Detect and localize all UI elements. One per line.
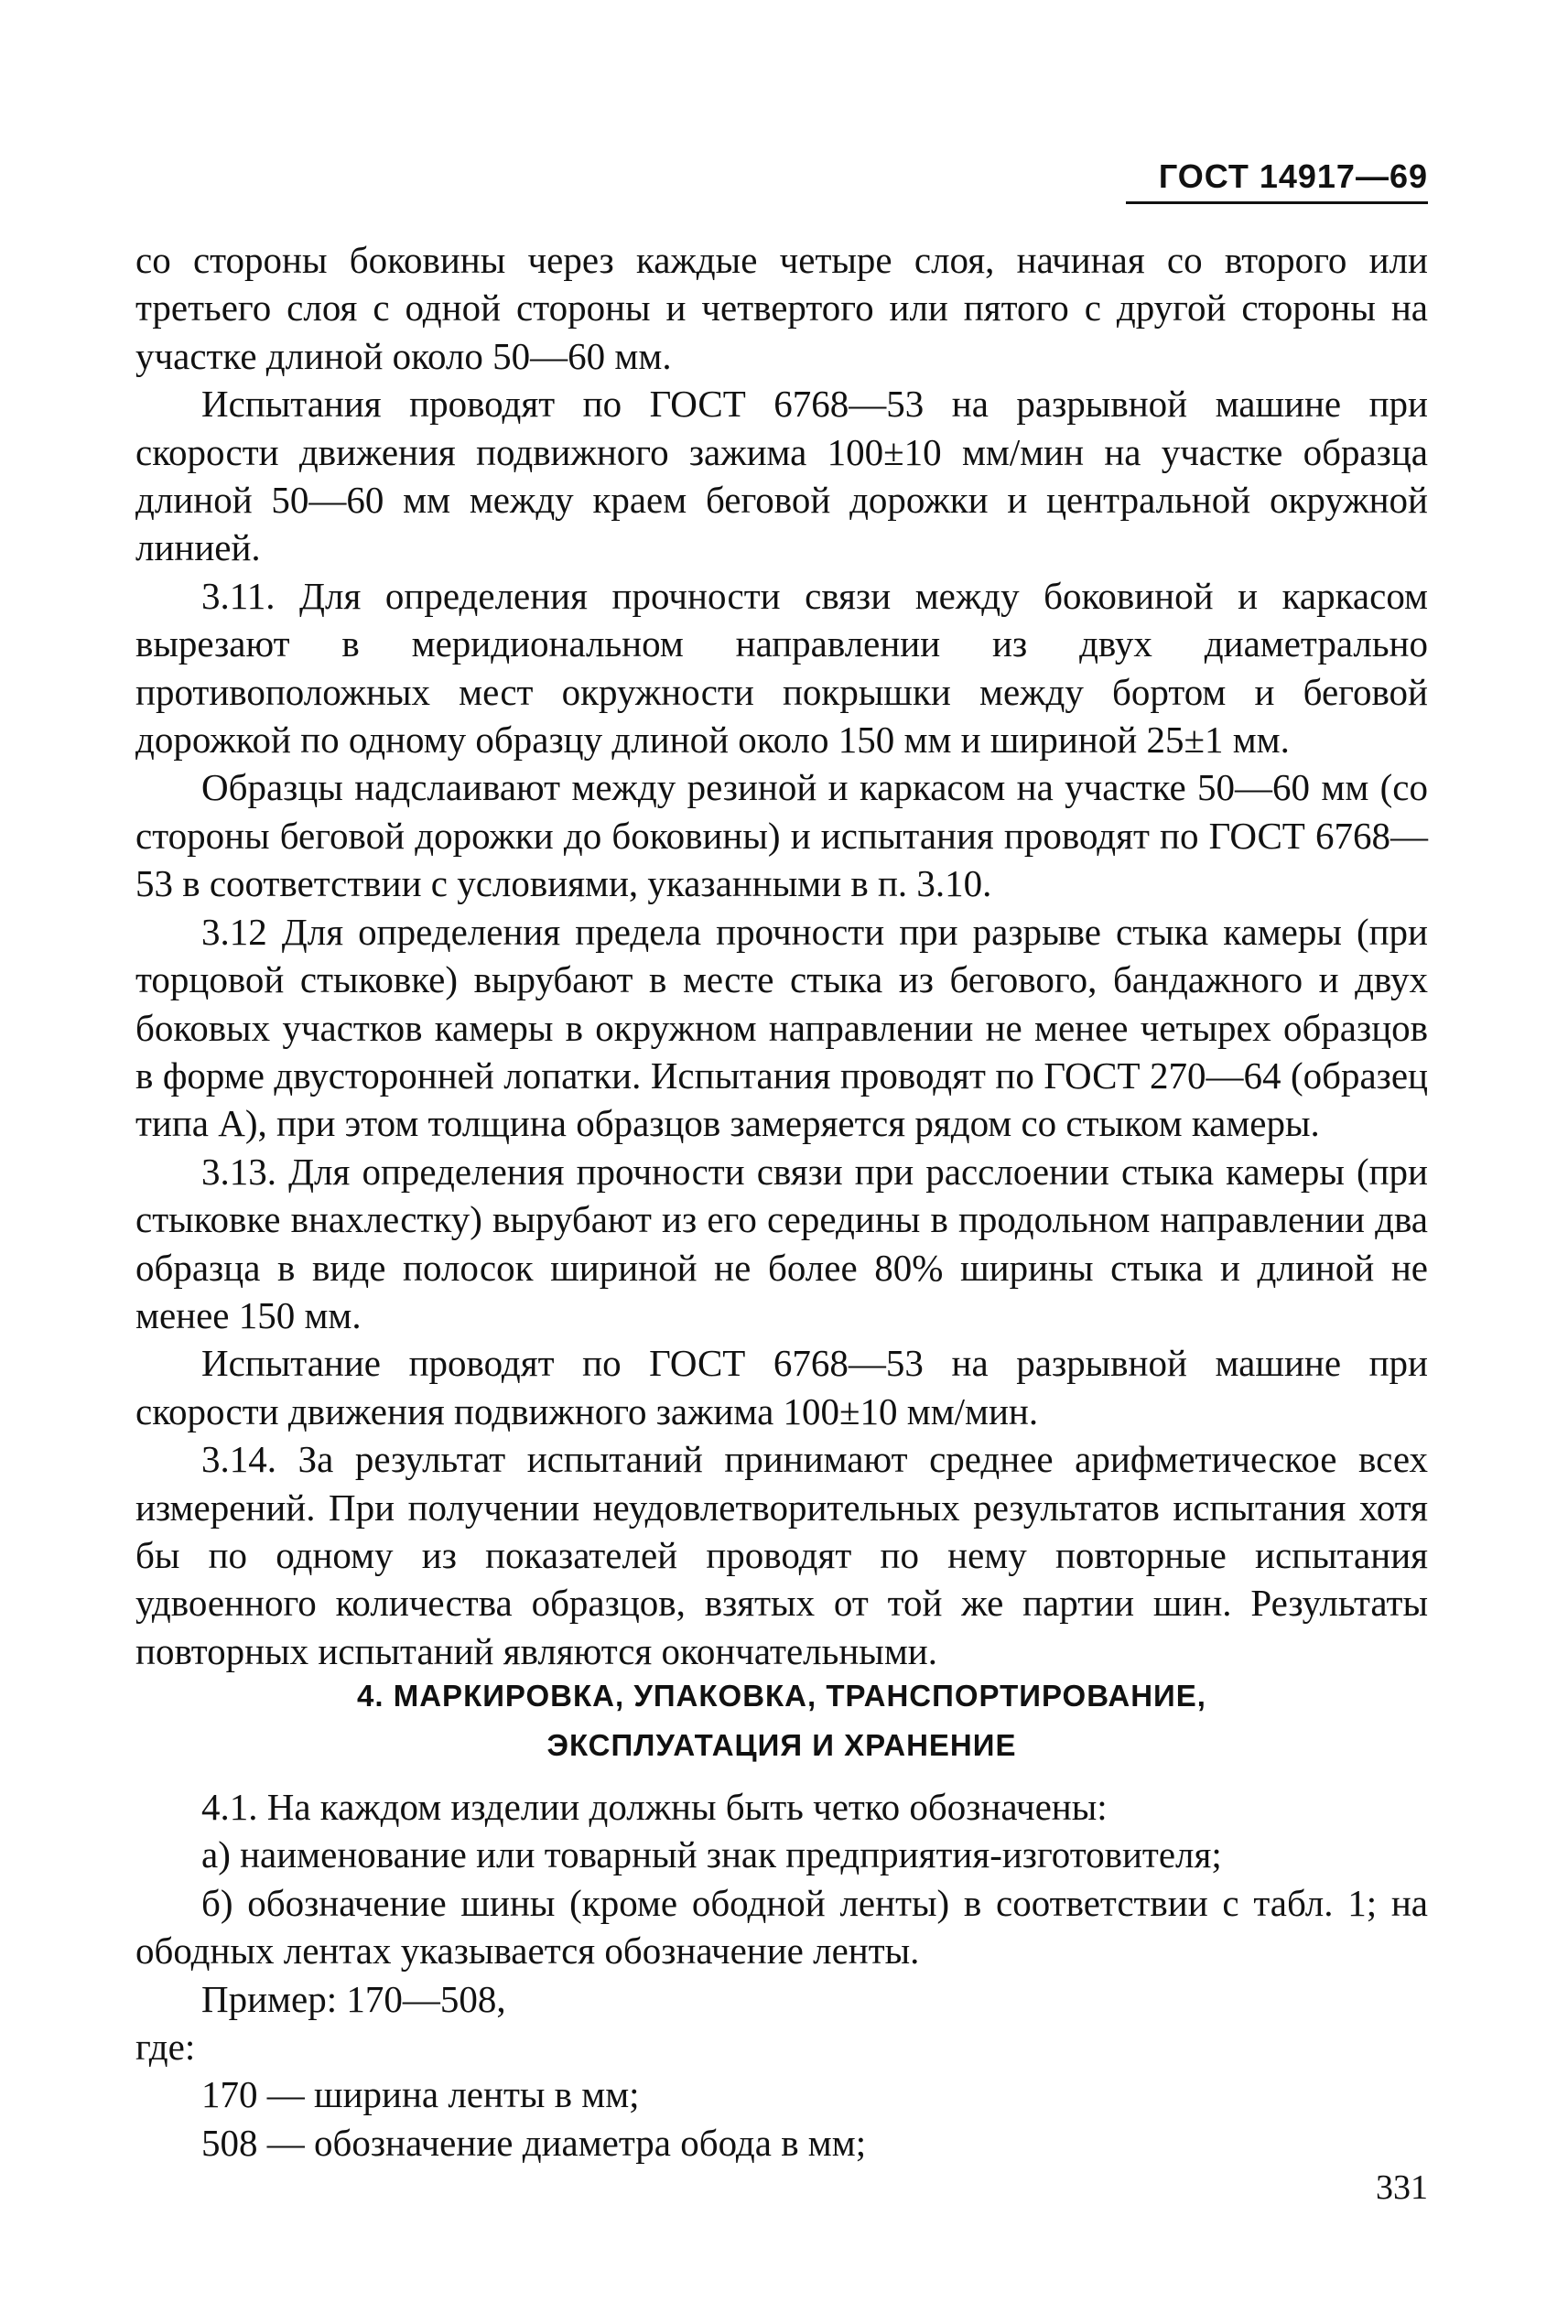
paragraph: Образцы надслаивают между резиной и каркасом на участке 50—60 мм (со стороны беговой дорожки до боковины) и испытания проводят по ГОСТ 6768—53 в соответствии с условиями, указанными в п. 3.10.: [135, 766, 1428, 905]
paragraph-4-1: 4.1. На каждом изделии должны быть четко обозначены:: [201, 1786, 1108, 1828]
section-heading: [135, 1671, 1428, 1770]
list-item-b: б) обозначение шины (кроме ободной ленты) в соответствии с табл. 1; на ободных лентах указывается обозначение ленты.: [135, 1881, 1428, 1973]
list-item-a: а) наименование или товарный знак предприятия-изготовителя;: [201, 1833, 1222, 1876]
main-text: [135, 236, 1428, 1675]
paragraph: Испытание проводят по ГОСТ 6768—53 на разрывной машине при скорости движения подвижного зажима 100±10 мм/мин.: [135, 1342, 1428, 1432]
definition-line: 170 — ширина ленты в мм;: [201, 2073, 640, 2116]
section-heading-line-2: ЭКСПЛУАТАЦИЯ И ХРАНЕНИЕ: [546, 1728, 1017, 1762]
paragraph-3-14: 3.14. За результат испытаний принимают среднее арифметическое всех измерений. При получении неудовлетворительных результатов испытания хотя бы по одному из показателей проводят по нему повторные испытания удвоенного количества образцов, взятых от той же партии шин. Результаты повторных испытаний являются окончательными.: [135, 1438, 1428, 1672]
paragraph-3-11: 3.11. Для определения прочности связи между боковиной и каркасом вырезают в меридиональном направлении из двух диаметрально противоположных мест окружности покрышки между бортом и беговой дорожкой по одному образцу длиной около 150 мм и шириной 25±1 мм.: [135, 574, 1428, 762]
definition-line: 508 — обозначение диаметра обода в мм;: [201, 2121, 867, 2164]
paragraph: со стороны боковины через каждые четыре слоя, начиная со второго или третьего слоя с одной стороны и четвертого или пятого с другой стороны на участке длиной около 50—60 мм.: [135, 239, 1428, 377]
page-number: 331: [1376, 2168, 1428, 2207]
where-label: где:: [135, 2026, 196, 2069]
example-line: Пример: 170—508,: [201, 1977, 506, 2020]
document-header: ГОСТ 14917—69: [1126, 157, 1428, 204]
section-heading-line-1: 4. МАРКИРОВКА, УПАКОВКА, ТРАНСПОРТИРОВАНИЕ,: [357, 1679, 1206, 1713]
paragraph-3-12: 3.12 Для определения предела прочности при разрыве стыка камеры (при торцовой стыковке) вырубают в месте стыка из бегового, бандажного и двух боковых участков камеры в окружном направлении не менее четырех образцов в форме двусторонней лопатки. Испытания проводят по ГОСТ 270—64 (образец типа А), при этом толщина образцов замеряется рядом со стыком камеры.: [135, 910, 1428, 1145]
section-text: [135, 1783, 1428, 2167]
paragraph-3-13: 3.13. Для определения прочности связи при расслоении стыка камеры (при стыковке внахлестку) вырубают из его середины в продольном направлении два образца в виде полосок шириной не более 80% ширины стыка и длиной не менее 150 мм.: [135, 1150, 1428, 1336]
paragraph: Испытания проводят по ГОСТ 6768—53 на разрывной машине при скорости движения подвижного зажима 100±10 мм/мин на участке образца длиной 50—60 мм между краем беговой дорожки и центральной окружной линией.: [135, 383, 1428, 569]
